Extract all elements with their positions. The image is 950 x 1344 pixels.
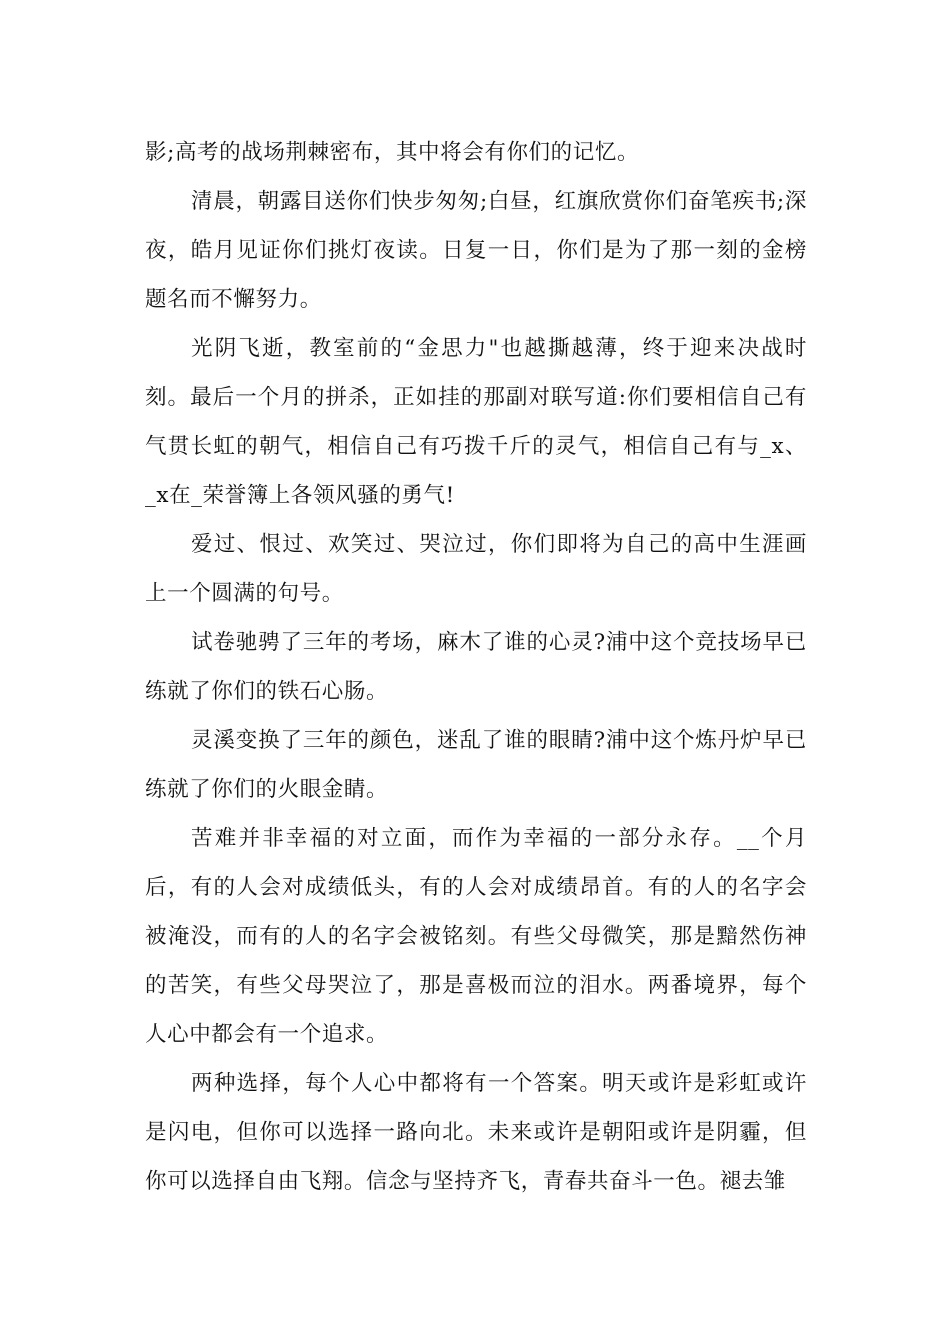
paragraph-5: 试卷驰骋了三年的考场，麻木了谁的心灵?浦中这个竞技场早已练就了你们的铁石心肠。 [145,630,807,704]
paragraph-6: 灵溪变换了三年的颜色，迷乱了谁的眼睛?浦中这个炼丹炉早已练就了你们的火眼金睛。 [145,728,807,802]
paragraph-3: 光阴飞逝，教室前的“金思力"也越撕越薄，终于迎来决战时刻。最后一个月的拼杀，正如挂的那副对联写道:你们要相信自己有气贯长虹的朝气，相信自己有巧拨千斤的灵气，相信自己有与_x、_x在_荣誉簿上各领风骚的勇气! [145,336,807,508]
paragraph-4: 爱过、恨过、欢笑过、哭泣过，你们即将为自己的高中生涯画上一个圆满的句号。 [145,532,807,606]
paragraph-7: 苦难并非幸福的对立面，而作为幸福的一部分永存。__个月后，有的人会对成绩低头，有的人会对成绩昂首。有的人的名字会被淹没，而有的人的名字会被铭刻。有些父母微笑，那是黯然伤神的苦笑，有些父母哭泣了，那是喜极而泣的泪水。两番境界，每个人心中都会有一个追求。 [145,826,807,1047]
paragraph-8: 两种选择，每个人心中都将有一个答案。明天或许是彩虹或许是闪电，但你可以选择一路向北。未来或许是朝阳或许是阴霾，但你可以选择自由飞翔。信念与坚持齐飞，青春共奋斗一色。褪去雏 [145,1071,807,1194]
paragraph-2: 清晨，朝露目送你们快步匆匆;白昼，红旗欣赏你们奋笔疾书;深夜，皓月见证你们挑灯夜读。日复一日，你们是为了那一刻的金榜题名而不懈努力。 [145,189,807,312]
document-body [145,128,807,1206]
paragraph-1: 影;高考的战场荆棘密布，其中将会有你们的记忆。 [145,140,640,165]
